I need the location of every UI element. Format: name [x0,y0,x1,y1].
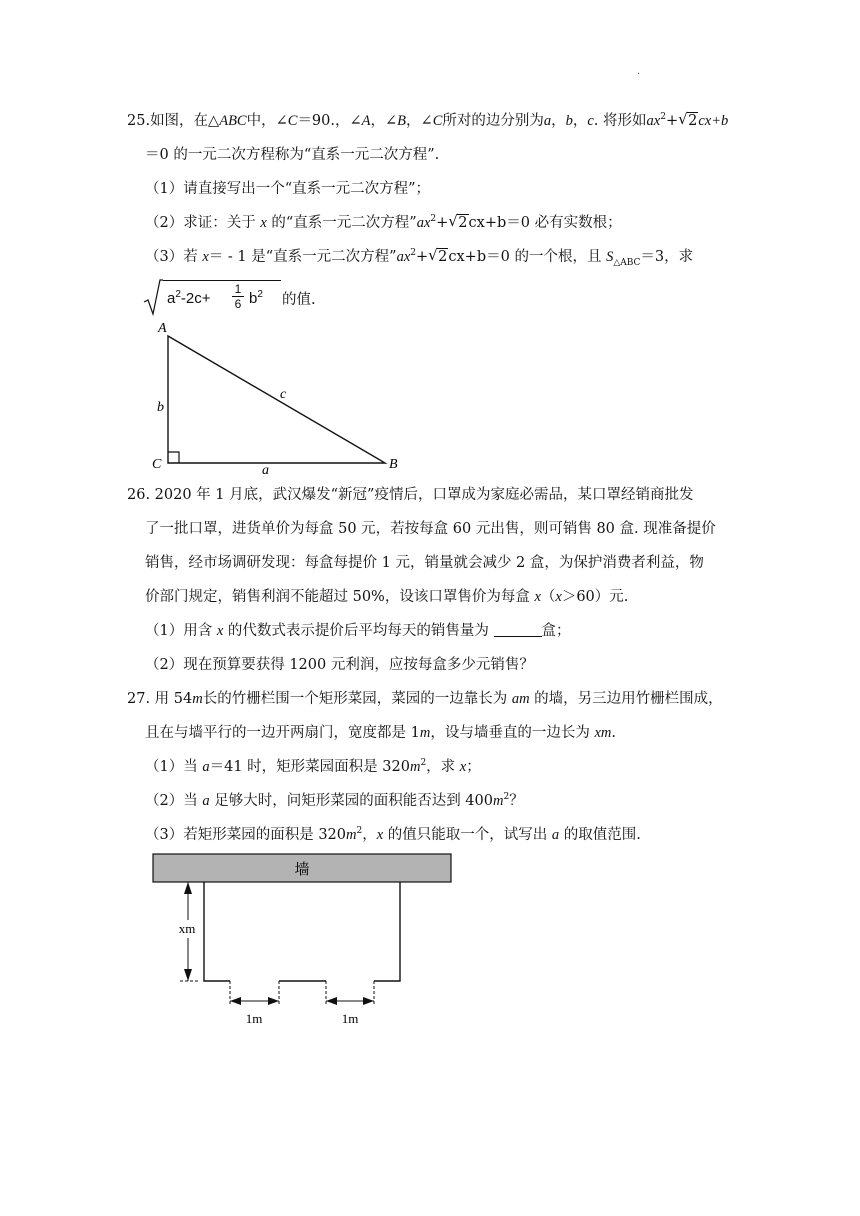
door1-label: 1m [245,1011,263,1026]
q27-part2: （2）当 a 足够大时，问矩形菜园的面积能否达到 $400m^2$？ [145,792,524,809]
answer-blank[interactable] [494,622,542,637]
side-a: a [262,463,269,478]
header-mark: . [637,66,641,77]
radical-bar [163,280,281,281]
right-angle-mark [168,452,179,463]
q26-part1: （1）用含 x 的代数式表示提价后平均每天的销售量为 盒； [145,623,571,639]
arrow-up [184,882,192,894]
vertex-A: A [158,321,167,336]
q27-part3: （3）若矩形菜园的面积是 $320m^2$，x 的值只能取一个，试写出 a 的取值范围. [145,826,641,843]
q26-line4: 价部门规定，销售利润不能超过 50%，设该口罩售价为每盒 x（x＞60）元. [145,589,629,605]
radical-sign [143,278,163,318]
side-b: b [157,400,164,415]
garden-figure [150,852,460,1032]
q26-part2: （2）现在预算要获得 1200 元利润，应按每盒多少元销售？ [145,657,534,673]
q25-part2: （2）求证：关于 x 的“直系一元二次方程$”ax^2+$ √ 2cx+b＝0 必有实数根； [145,212,622,231]
q25-part3-end: 的值. [282,292,316,308]
door1-arrow-left [230,997,241,1005]
q26-line2: 了一批口罩，进货单价为每盒 50 元，若按每盒 60 元出售，则可销售 80 盒. 现准备提价 [145,521,716,537]
q26-line3: 销售，经市场调研发现：每盒每提价 1 元，销量就会减少 2 盒，为保护消费者利益，物 [145,555,704,571]
wall-label: 墙 [294,860,310,878]
fraction: 1 6 [232,282,244,311]
vertex-B: B [389,457,398,472]
radicand: $a^2-2c+$ [167,289,211,307]
door2-arrow-right [363,997,374,1005]
side-c: c [280,387,287,402]
door1-arrow-right [268,997,279,1005]
q27-part1: （1）当 a＝41 时，矩形菜园面积是 $320m^2$，求 x； [145,758,481,775]
q25-line1: 25.如图，在△ABC中，∠C＝90.，∠A，∠B，∠C所对的边分别为a，b，c. 将形如$ax^2+$ √ 2cx+b [127,110,729,129]
fence-right [374,882,400,981]
q27-line2: 且在与墙平行的一边开两扇门，宽度都是 1m，设与墙垂直的一边长为 xm. [145,725,616,741]
door2-label: 1m [341,1011,359,1026]
vertex-C: C [152,457,162,472]
q25-root-expression [143,278,333,318]
x-label: xm [178,921,196,936]
triangle [168,336,385,463]
door2-arrow-left [326,997,337,1005]
q27-line1: 27. 用 54m长的竹栅栏围一个矩形菜园，菜园的一边靠长为 am 的墙，另三边用竹栅栏围成， [127,691,723,707]
q25-part3: （3）若 x＝ - 1 是“直系一元二次方程$”ax^2+$ √ 2cx+b＝0 的一个根，且 $S_{\triangle ABC}=3$，求 [145,246,694,268]
arrow-down [184,969,192,981]
q25-line2: ＝0 的一元二次方程称为“直系一元二次方程”. [145,147,440,163]
triangle-figure [150,318,410,478]
fence-left [204,882,230,981]
radicand-b: $b^2$ [249,289,263,307]
q26-line1: 26. 2020 年 1 月底，武汉爆发“新冠”疫情后，口罩成为家庭必需品，某口罩经销商批发 [127,487,694,503]
q25-part1: （1）请直接写出一个“直系一元二次方程”； [145,181,431,197]
